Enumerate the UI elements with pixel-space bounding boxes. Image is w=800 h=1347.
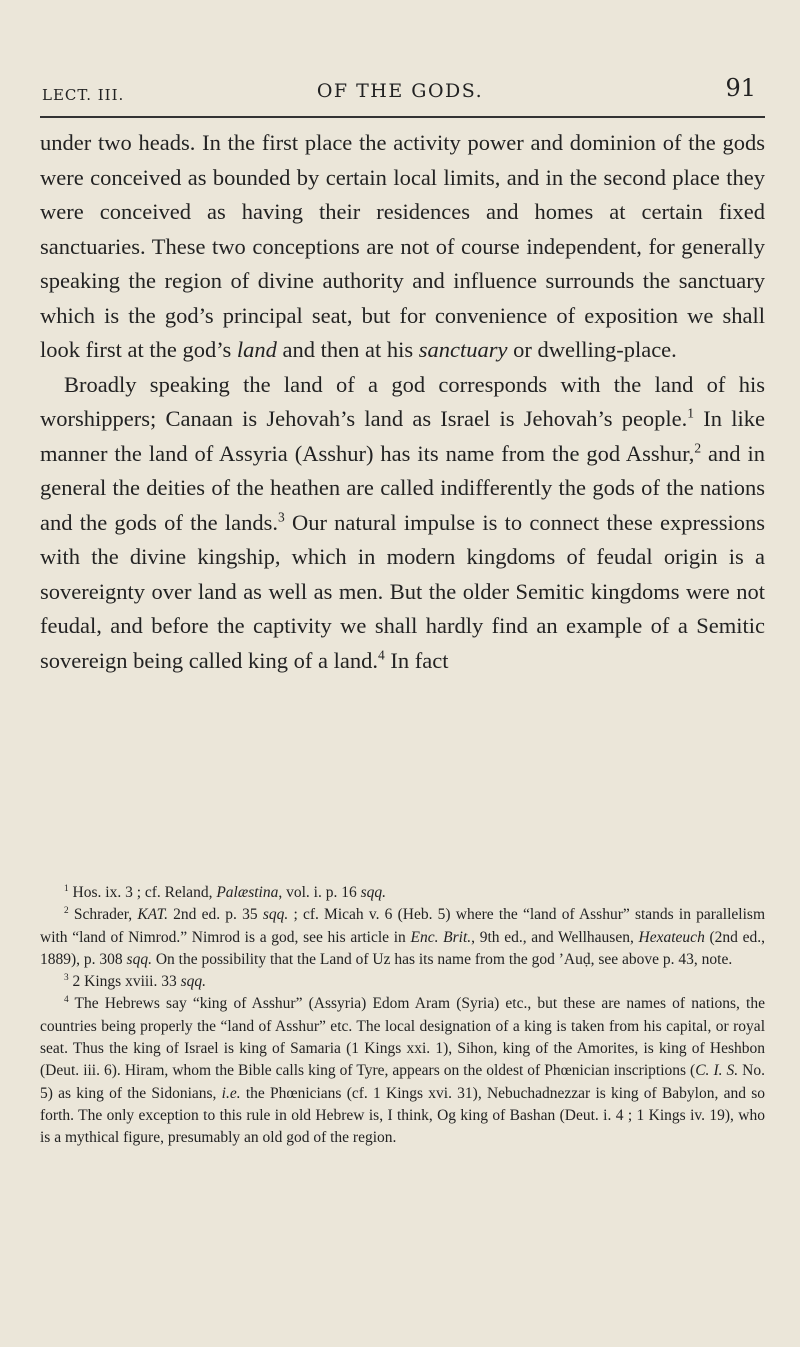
italic-run: Palæstina xyxy=(216,884,279,901)
lecture-label: LECT. III. xyxy=(42,86,125,104)
footnote-ref: 1 xyxy=(687,405,695,421)
footnote-ref: 2 xyxy=(64,906,69,917)
italic-run: sqq. xyxy=(126,950,152,968)
footnote-ref: 1 xyxy=(64,883,69,894)
footnote-2 xyxy=(40,904,765,971)
text-run: (2nd ed., 1889), p. 308 xyxy=(40,928,765,968)
footnote-4 xyxy=(40,993,765,1149)
text-run: 2nd ed. p. 35 xyxy=(167,906,263,924)
text-run: In fact xyxy=(384,647,449,673)
text-run: No. 5) as king of the Sidonians, xyxy=(40,1062,766,1102)
paragraph-1 xyxy=(40,126,765,368)
header-rule xyxy=(40,116,765,118)
italic-run: sanctuary xyxy=(418,337,508,362)
italic-run: land xyxy=(236,337,277,362)
text-run: On the possibility that the Land of Uz has its name from the god ’Auḍ, see above p. 43, note. xyxy=(151,950,733,968)
footnote-ref: 3 xyxy=(64,973,69,984)
text-run: , vol. i. p. 16 xyxy=(278,884,361,901)
italic-run: sqq. xyxy=(180,973,207,991)
footnote-ref: 2 xyxy=(694,440,702,455)
italic-run: sqq. xyxy=(360,884,387,901)
main-text xyxy=(40,126,765,678)
footnote-3 xyxy=(40,971,765,993)
text-run: the Phœnicians (cf. 1 Kings xvi. 31), Nebuchadnezzar is king of Babylon, and so forth. The only exception to this rule in old Hebrew is, I think, Og king of Bashan (Deut. i. 4 ; 1 Kings iv. 19), who is a mythical figure, presumably an old god of the region. xyxy=(40,1084,765,1147)
page-number: 91 xyxy=(725,74,756,102)
text-run: under two heads. In the first place the activity power and dominion of the gods were conceived as bounded by certain local limits, and in the second place they were conceived as having their residences and homes at certain fixed sanctuaries. These two conceptions are not of course independent, for generally speaking the region of divine authority and influence surrounds the sanctuary which is the god’s principal seat, but for convenience of exposition we shall look first at the god’s xyxy=(40,130,765,362)
running-title: OF THE GODS. xyxy=(316,80,484,102)
text-run: Broadly speaking the land of a god corresponds with the land of his worshippers; Canaan is Jehovah’s land as Israel is Jehovah’s people. xyxy=(40,371,765,431)
text-run: Hos. ix. 3 ; cf. Reland, xyxy=(68,884,217,901)
footnote-1 xyxy=(40,882,765,904)
footnote-ref: 4 xyxy=(378,647,385,662)
footnote-ref: 4 xyxy=(64,995,69,1006)
text-run: and in general the deities of the heathen are called indifferently the gods of the nations and the gods of the lands. xyxy=(40,440,765,535)
text-run: The Hebrews say “king of Asshur” (Assyria) Edom Aram (Syria) etc., but these are names of nations, the countries being properly the “land of Asshur” etc. The local designation of a king is taken from his capital, or royal seat. Thus the king of Israel is king of Samaria (1 Kings xxi. 1), Sihon, king of the Amorites, is king of Heshbon (Deut. iii. 6). Hiram, whom the Bible calls king of Tyre, appears on the oldest of Phœnician inscriptions ( xyxy=(40,995,765,1080)
text-run: 2 Kings xviii. 33 xyxy=(68,973,181,991)
footnotes xyxy=(40,882,765,1150)
italic-run: KAT. xyxy=(137,906,168,924)
running-header xyxy=(40,72,760,112)
italic-run: sqq. xyxy=(262,906,289,924)
italic-run: Hexateuch xyxy=(638,928,705,946)
italic-run: Enc. Brit. xyxy=(410,928,472,946)
text-run: or dwelling-place. xyxy=(507,337,677,362)
text-run: In like manner the land of Assyria (Asshur) has its name from the god Asshur, xyxy=(40,406,765,466)
text-run: and then at his xyxy=(276,337,419,362)
italic-run: C. I. S. xyxy=(695,1062,739,1080)
paragraph-2 xyxy=(40,368,765,679)
text-run: ; cf. Micah v. 6 (Heb. 5) where the “land of Asshur” stands in parallelism with “land of Nimrod.” Nimrod is a god, see his article in xyxy=(40,906,766,946)
text-run: Schrader, xyxy=(68,906,138,924)
text-run: , 9th ed., and Wellhausen, xyxy=(471,928,639,946)
footnote-ref: 3 xyxy=(277,509,285,524)
italic-run: i.e. xyxy=(221,1084,241,1102)
text-run: Our natural impulse is to connect these expressions with the divine kingship, which in modern kingdoms of feudal origin is a sovereignty over land as well as men. But the older Semitic kingdoms were not feudal, and before the captivity we shall hardly find an example of a Semitic sovereign being called king of a land. xyxy=(40,509,765,673)
